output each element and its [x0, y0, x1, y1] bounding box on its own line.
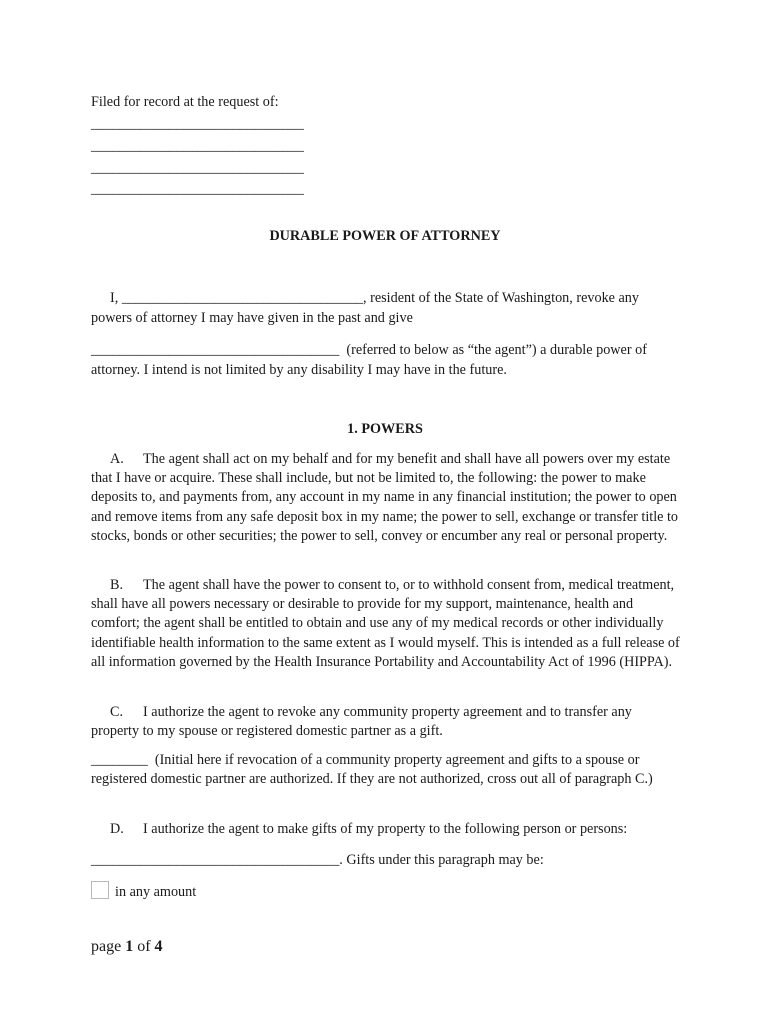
agent-name-blank[interactable]: ___________________________________ [91, 342, 340, 358]
filed-blank-line-4[interactable]: ______________________________ [91, 181, 304, 197]
intro-line1-rest: , resident of the State of Washington, revoke any [363, 290, 639, 306]
principal-name-blank[interactable]: __________________________________ [121, 290, 364, 306]
filed-blank-line-1[interactable]: ______________________________ [91, 116, 304, 132]
intro-line-4: attorney. I intend is not limited by any disability I may have in the future. [91, 362, 507, 378]
intro-prefix: I, [110, 290, 119, 306]
paragraph-a [91, 450, 681, 546]
page-total: 4 [154, 938, 163, 955]
of-word: of [137, 938, 151, 955]
gifts-line-text: . Gifts under this paragraph may be: [339, 852, 544, 868]
section-heading-powers: 1. POWERS [347, 421, 423, 437]
paragraph-a-text: The agent shall act on my behalf and for my benefit and shall have all powers over my estate that I have or acquire. These shall include, but not be limited to, the following: the power to make deposits to, and payments from, any account in my name in any financial institution; the power to open and remove items from any safe deposit box in my name; the power to sell, exchange or transfer title to stocks, bonds or other securities; the power to sell, convey or encumber any real or personal property. [91, 451, 679, 544]
paragraph-d [91, 820, 681, 839]
page-number [91, 938, 163, 956]
intro-line-3 [91, 342, 647, 359]
intro-agent-rest: (referred to below as “the agent”) a durable power of [346, 342, 647, 358]
paragraph-d-text: I authorize the agent to make gifts of my property to the following person or persons: [143, 821, 628, 837]
gift-recipient-blank[interactable]: ___________________________________ [91, 852, 340, 868]
gifts-line [91, 852, 544, 869]
any-amount-checkbox[interactable] [91, 881, 109, 899]
filed-for-record-label: Filed for record at the request of: [91, 94, 279, 110]
filed-blank-line-2[interactable]: ______________________________ [91, 138, 304, 154]
page-current: 1 [125, 938, 134, 955]
paragraph-d-letter: D. [110, 821, 124, 837]
initial-paragraph-c [91, 751, 681, 789]
document-title: DURABLE POWER OF ATTORNEY [269, 228, 501, 244]
intro-line-2: powers of attorney I may have given in the past and give [91, 310, 413, 326]
paragraph-c [91, 703, 681, 741]
paragraph-b-letter: B. [110, 577, 124, 593]
initial-c-blank[interactable]: ________ [91, 752, 148, 768]
paragraph-a-letter: A. [110, 451, 124, 467]
paragraph-b [91, 576, 681, 672]
initial-c-text: (Initial here if revocation of a community property agreement and gifts to a spouse or registered domestic partner are authorized. If they are not authorized, cross out all of paragraph C.) [91, 752, 653, 788]
intro-line-1 [91, 290, 639, 307]
page-word: page [91, 938, 122, 955]
paragraph-c-text: I authorize the agent to revoke any community property agreement and to transfer any property to my spouse or registered domestic partner as a gift. [91, 704, 632, 740]
any-amount-label: in any amount [115, 884, 197, 900]
filed-blank-line-3[interactable]: ______________________________ [91, 160, 304, 176]
paragraph-c-letter: C. [110, 704, 124, 720]
paragraph-b-text: The agent shall have the power to consent to, or to withhold consent from, medical treatment, shall have all powers necessary or desirable to provide for my support, maintenance, health and comfort; the agent shall be entitled to obtain and use any of my medical records or other individually identifiable health information to the same extent as I would myself. This is intended as a full release of all information governed by the Health Insurance Portability and Accountability Act of 1996 (HIPPA). [91, 577, 680, 670]
